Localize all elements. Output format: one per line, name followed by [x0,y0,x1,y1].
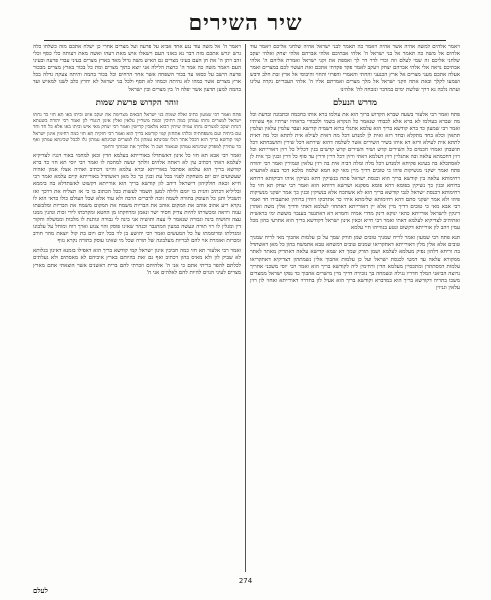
right-body-paragraph: פתח ואמר רבי אלעזר בשעה שברא הקדוש ברוך הוא את עולמו ברא אותו בחכמה ובתבונה ובדעת וכל מה שברא בעולמו לא ברא אלא לכבודו שנאמר כל הנקרא בשמי ולכבודי בראתיו יצרתיו אף עשיתיו ואמר רבי שמעון כד ברא קודשא בריך הוא עלמא אתגלי ברזא דשמיה קדישא ועבד עלמין עלאין ועלמין תתאין וכלא בחד מתקלא ובחד רזא ואית לן למנדע דכל מה דאית לעילא אית לתתא וכל מה דאית לתתא אית לעילא ורזא דא איהו בשיר השירים אשר לשלמה דהוא שירתא דכל שירין ותושבחתא דכל תושבחן ואמרו חכמים כל השירים קדש ושיר השירים קדש קדשים בגין דכליל כל רזין דאורייתא וכל רזין דחכמתא עלאה ובה אתגליין רזין דעלמא דאתי ורזין דכל דרין ודרין עד סוף כל דרין ובגין כך אית לן לאסתכלא בה בעינא פקיחא ולמנדע דכל מלה ומלה דביה אית בה רזין עלאין וטמירין ואמר רבי יהודה פתח ואמר ישקני מנשיקות פיהו כי טובים דדיך מיין מאי קא חמא שלמה מלכא דכד בעא לאתערא רחימותא עלאה בין קודשא בריך הוא וכנסת ישראל פתח בנשיקין דהא נשיקין איהו דביקותא דרוחא ברוחא ובגין כך נשיקין בפומא דהא פומא מפקנא ושרשא דרוחא הוא ואמר רבי יצחק תא חזי כל רחימותא דכנסת ישראל לגבי קודשא בריך הוא לא אשתכח אלא בנשיקין ובגין כך אמר ישקני מנשיקות פיהו ולא אמר ישקני סתם דהא רחימותא שלימתא איהי כד אתדבקו רוחין ברוחין ואתעבידו חד ואמר רבי אבא מאי כי טובים דדיך מיין אלא יין דאורייתא דאתחזי לעלמא דאתי ודדיך אלין משה ואהרן דינקין לישראל אורייתא כהאי ינוקא דינק מדדי אמיה וחמרא דא דאתנטר בענבוי מששת ימי בראשית ואתיהיב לצדיקיא לעלמא דאתי ואמר רבי חייא זכאין אינון ישראל דקודשא בריך הוא אתרעי בהון מכל עמין ויהב לון אורייתא דקשוט ונטע בגווייהו חיי עלמא [250,111,460,232]
left-body-paragraph: ואמר רבי אבא תא חזי כל אינון דאשתדלו באורייתא בעלמא הדין זכאן למחמי באור דגניז לצדיקיא לעלמא דאתי דכתיב עין לא ראתה אלהים זולתך יעשה למחכה לו ואמר רבי יוסי תא חזי כד ברא קודשא בריך הוא עלמא אסתכל באורייתא וברא עלמא והיינו דכתיב ואהיה אצלו אמון ואהיה שעשועים יום יום משחקת לפניו בכל עת ובגין כך כל מאן דאשתדל באורייתא קיים עלמא ואמר רבי חייא זכאה חולקיהון דישראל דיהב לון קודשא בריך הוא אורייתא דקשוט לאשתדלא בה ביממא ובליליא דכתיב והגית בו יומם ולילה למען תשמר לעשות ככל הכתוב בו כי אז תצליח את דרכך ואז תשכיל ותנן כל העוסק בתורה לשמה זוכה לדברים הרבה ולא עוד אלא שכל העולם כולו כדאי הוא לו נקרא ריע אהוב אוהב את המקום אוהב את הבריות משמח את המקום משמח את הבריות ומלבשתו ענוה ויראה ומכשרתו להיות צדיק חסיד ישר ונאמן ומרחקתו מן החטא ומקרבתו לידי זכות ונהנין ממנו עצה ותושיה בינה וגבורה שנאמר לי עצה ותושיה אני בינה לי גבורה ונותנת לו מלכות וממשלה וחקור דין ומגלין לו רזי תורה ונעשה כמעין המתגבר וכנהר שאינו פוסק והוי צנוע וארך רוח ומוחל על עלבונו ומגדלתו ומרוממתו על כל המעשים ואמר רבי יהושע בן לוי בכל יום ויום בת קול יוצאת מהר חורב ומכרזת ואומרת אוי להם לבריות מעלבונה של תורה שכל מי שאינו עוסק בתורה נקרא נזוף [33,153,241,245]
right-body-paragraph-2: תנא פתח רבי שמעון ואמר לריח שמניך טובים שמן תורק שמך על כן עלמות אהבוך מאי לריח שמניך טובים אלא אלין מלין דאורייתא דאתקריאו שמנים טובים דמשחא טבא אתמשח בהון כל מאן דאשתדל בה וריחא דלהון נפיק מעלמא לעלמא ושמן תורק שמך דא שמא קדישא עלאה דאתריק מאתר לאתר ממקורא עלאה עד דמטי לכנסת ישראל ועל כן עלמות אהבוך אלין נשמתהון דצדיקיא דאתקריאו עלמות דמסתתרן ומתכסיין מעלמא הדין ורחימין ליה לקודשא בריך הוא ואמר רבי יוסי משכני אחריך נרוצה הביאני המלך חדריו נגילה ונשמחה בך נזכירה דדיך מיין מישרים אהבוך כד נפקו ישראל ממצרים משכו בתריה דקודשא בריך הוא במדברא וקודשא בריך הוא אעיל לון בחדרוי דאורייתא ואחזי לון רזין עלאין וגניזין [250,235,460,291]
left-section-heading: זוהר הקדוש פרשת שמות [95,97,179,108]
left-body-paragraph-2: ואמר רבי אלעזר תא חזי כמה חביבין אינון ישראל קמי קודשא בריך הוא דאפילו בזמנא דאינון בגלותא לא שביק לון ולא מאיס בהון דכתיב ואף גם זאת בהיותם בארץ איביהם לא מאסתים ולא געלתים לכלתם להפר בריתי אתם כי אני ה' אלהיהם וזכרתי להם ברית ראשנים אשר הוצאתי אתם מארץ מצרים לעיני הגוים להיות להם לאלהים אני ה' [33,248,241,276]
right-column-body-2 [250,235,460,292]
right-section-heading: מדרש הנעלם [332,97,378,108]
left-column-top: ויאמר ה' אל משה עוד נגע אחד אביא על פרעה ועל מצרים אחרי כן ישלח אתכם מזה כשלחו כלה גרש יגרש אתכם מזה דבר נא באזני העם וישאלו איש מאת רעהו ואשה מאת רעותה כלי כסף וכלי זהב ויתן ה' את חן העם בעיני מצרים גם האיש משה גדול מאד בארץ מצרים בעיני עבדי פרעה ובעיני העם ויאמר משה כה אמר ה' כחצת הלילה אני יוצא בתוך מצרים ומת כל בכור בארץ מצרים מבכור פרעה הישב על כסאו עד בכור השפחה אשר אחר הרחים וכל בכור בהמה והיתה צעקה גדלה בכל ארץ מצרים אשר כמהו לא נהיתה וכמהו לא תסף ולכל בני ישראל לא יחרץ כלב לשנו למאיש ועד בהמה למען תדעון אשר יפלה ה' בין מצרים ובין ישראל [33,44,241,93]
right-column-body [250,112,460,233]
left-column-small-text: פתח ואמר רבי שמעון כתיב ואלה שמות בני ישראל הבאים מצרימה את יעקב איש וביתו באו תא חזי כד נחתו ישראל למצרים נחתו עמהון כמה רתיכין וכמה משריין עלאין ואלין אינון דנטרי לון ואמר רבי יהודה בשעתא דנחת יעקב למצרים נחתו עמיה שיתין רבוא מלאכין קדישין ואמר רבי יצחק מאי איש וביתו באו אלא כל חד וחד עם ביתיה ועם משפחתיה וכלהו אתחזון קמי קודשא בריך הוא ואמר רבי חזקיה תא חזי כמה רחימין אינון ישראל קמי קודשא בריך הוא דבכל אתר דגלו שכינתא עמהון גלו למצרים שכינתא עמהון גלו לבבל שכינתא עמהון ואף כד עתידין למפרק שכינתא עמהון שנאמר ושב ה' אלהיך את שבותך ורחמך [33,111,241,150]
page-title: שיר השירים [188,10,303,36]
header-rule [44,40,446,41]
catchword: לעלם [33,586,48,595]
left-column [33,44,241,572]
column-divider [245,44,246,572]
right-column-intro: ויאמר אלהים למשה אהיה אשר אהיה ויאמר כה תאמר לבני ישראל אהיה שלחני אליכם ויאמר עוד אלהים אל משה כה תאמר אל בני ישראל ה' אלהי אבתיכם אלהי אברהם אלהי יצחק ואלהי יעקב שלחני אליכם זה שמי לעלם וזה זכרי לדר דר לך ואספת את זקני ישראל ואמרת אליהם ה' אלהי אבתיכם נראה אלי אלהי אברהם יצחק ויעקב לאמר פקד פקדתי אתכם ואת העשוי לכם במצרים ואמר אעלה אתכם מעני מצרים אל ארץ הכנעני והחתי והאמרי והפרזי והחוי והיבוסי אל ארץ זבת חלב ודבש ושמעו לקלך ובאת אתה וזקני ישראל אל מלך מצרים ואמרתם אליו ה' אלהי העבריים נקרה עלינו ועתה נלכה נא דרך שלשת ימים במדבר ונזבחה לה' אלהינו [250,44,460,93]
right-column [250,44,460,572]
page-number: 274 [238,577,253,585]
left-column-body-2 [33,248,241,276]
left-column-body [33,153,241,245]
